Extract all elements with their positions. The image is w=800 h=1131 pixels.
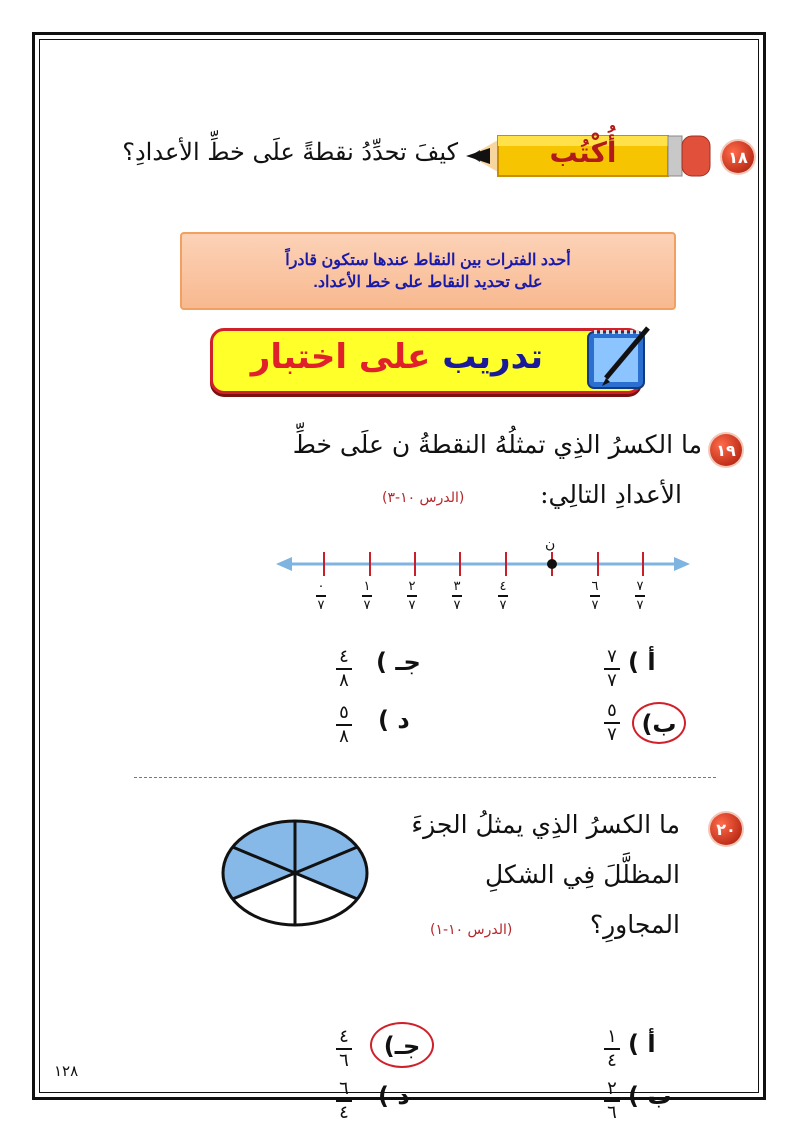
q19-option-a-fraction: ٧ ٧ (604, 648, 620, 690)
banner-word-2: على (358, 337, 431, 377)
q20-option-b-fraction: ٢ ٦ (604, 1080, 620, 1122)
page-number: ١٢٨ (54, 1062, 79, 1080)
q20-option-c-selected[interactable]: جـ) (370, 1022, 434, 1068)
banner-word-3: اختبار (250, 337, 348, 377)
number-line (276, 540, 692, 620)
q19-line-2: الأعدادِ التالِي: (540, 480, 682, 509)
q20-option-a-letter[interactable]: أ ) (628, 1030, 656, 1058)
point-n (547, 559, 557, 569)
tick-label-4: ٤ ٧ (499, 579, 507, 613)
q19-option-a-letter[interactable]: أ ) (628, 648, 656, 676)
q19-option-c-letter[interactable]: جـ ) (376, 648, 421, 676)
q20-option-d-letter[interactable]: د ) (378, 1082, 410, 1110)
notepad-icon (580, 322, 658, 394)
q19-option-d-letter[interactable]: د ) (378, 706, 410, 734)
header-question: كيفَ تحدِّدُ نقطةً علَى خطِّ الأعدادِ؟ (122, 138, 458, 166)
banner-word-1: تدريب (442, 337, 543, 377)
q19-option-b-fraction: ٥ ٧ (604, 702, 620, 744)
tick-label-6: ٦ ٧ (591, 579, 599, 613)
tip-box (180, 232, 676, 310)
q20-line-1: ما الكسرُ الذِي يمثلُ الجزءَ (411, 810, 680, 839)
tick-label-2: ٢ ٧ (408, 579, 416, 613)
tip-line-2: على تحديد النقاط على خط الأعداد. (313, 274, 543, 291)
tip-line-1: أحدد الفترات بين النقاط عندها ستكون قادراً (285, 252, 571, 269)
test-practice-banner (210, 328, 642, 394)
q20-option-d-fraction: ٦ ٤ (336, 1080, 352, 1122)
q19-option-d-fraction: ٥ ٨ (336, 704, 352, 746)
q20-option-a-fraction: ١ ٤ (604, 1028, 620, 1070)
q19-lesson-ref: (الدرس ١٠-٣) (382, 490, 465, 506)
tick-label-0: ٠ ٧ (317, 579, 325, 613)
question-number-19: ١٩ (710, 434, 742, 466)
tick-label-7: ٧ ٧ (636, 579, 644, 613)
q20-option-c-fraction: ٤ ٦ (336, 1028, 352, 1070)
shaded-circle-figure (220, 818, 370, 928)
tick-label-1: ١ ٧ (363, 579, 371, 613)
arrow-left-icon (466, 146, 490, 166)
q20-lesson-ref: (الدرس ١٠-١) (430, 922, 513, 938)
pencil-label: أُكْتُب (549, 136, 617, 169)
section-divider (134, 777, 716, 778)
q20-line-2: المظلَّلَ فِي الشكلِ (484, 860, 680, 889)
q20-line-3: المجاورِ؟ (589, 910, 680, 939)
question-number-18: ١٨ (722, 141, 754, 173)
question-number-20: ٢٠ (710, 813, 742, 845)
banner-title (251, 337, 543, 377)
point-n-label: ن (545, 536, 556, 552)
tick-label-3: ٣ ٧ (453, 579, 461, 613)
q19-option-c-fraction: ٤ ٨ (336, 648, 352, 690)
q19-option-b-selected[interactable]: ب) (632, 702, 686, 744)
q19-line-1: ما الكسرُ الذِي تمثلُهُ النقطةُ ن علَى خطِّ (292, 430, 702, 459)
q20-option-b-letter[interactable]: ب ) (628, 1082, 672, 1110)
